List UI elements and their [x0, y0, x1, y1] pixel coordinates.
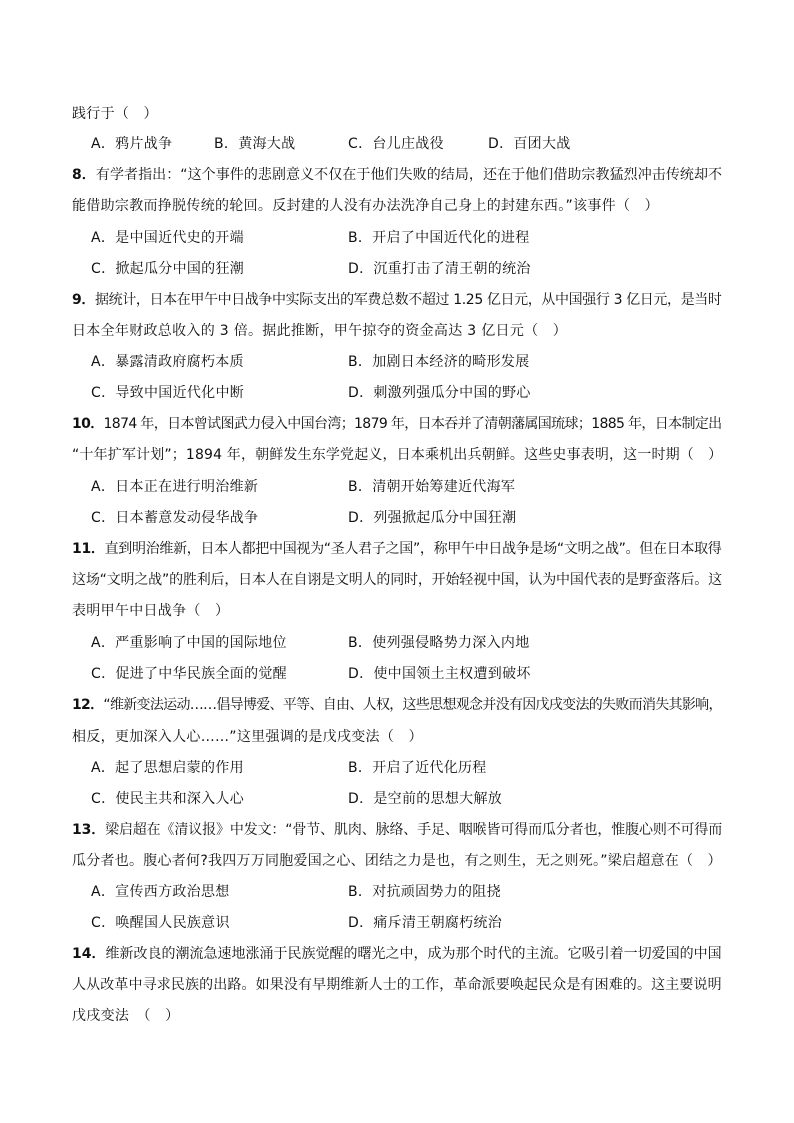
- question-number: 14．: [72, 946, 106, 962]
- q7-option-a: A．鸦片战争: [91, 136, 173, 152]
- q9-option-b: B．加剧日本经济的畸形发展: [348, 354, 530, 370]
- question-number: 10．: [72, 416, 104, 432]
- question-9-stem: [72, 290, 722, 310]
- q12-option-a: A．起了思想启蒙的作用: [91, 760, 244, 776]
- q13-option-d: D．痛斥清王朝腐朽统治: [348, 915, 503, 931]
- q9-option-c: C．导致中国近代化中断: [91, 385, 245, 401]
- question-number: 13．: [72, 822, 106, 838]
- question-number: 12．: [72, 697, 104, 713]
- stem-line: 直到明治维新，日本人都把中国视为“圣人君子之国”，称甲午中日战争是场“文明之战”。但在日本取得: [104, 541, 722, 557]
- stem-line: 这场“文明之战”的胜利后，日本人在自诩是文明人的同时，开始轻视中国，认为中国代表的是野蛮落后。这: [72, 572, 722, 588]
- stem-line: 维新改良的潮流急速地涨涌于民族觉醒的曙光之中，成为那个时代的主流。它吸引着一切爱国的中国: [105, 946, 722, 962]
- stem-line: 相反，更加深入人心……”这里强调的是戊戌变法（ ）: [72, 729, 423, 745]
- question-12-stem: [72, 695, 722, 715]
- stem-line: 能借助宗教而挣脱传统的轮回。反封建的人没有办法洗净自己身上的封建东西。”该事件（ ）: [72, 198, 659, 214]
- stem-line: 人从改革中寻求民族的出路。如果没有早期维新人士的工作，革命派要唤起民众是有困难的。这主要说明: [72, 977, 722, 993]
- question-number: 11．: [72, 541, 105, 557]
- q10-option-b: B．清朝开始筹建近代海军: [348, 479, 516, 495]
- q11-option-c: C．促进了中华民族全面的觉醒: [91, 666, 287, 682]
- q11-option-d: D．使中国领土主权遭到破坏: [348, 666, 531, 682]
- question-11-stem: [72, 539, 722, 559]
- q10-option-a: A．日本正在进行明治维新: [91, 479, 259, 495]
- stem-line: 瓜分者也。腹心者何?我四万万同胞爱国之心、团结之力是也，有之则生，无之则死。”梁启超意在（ ）: [72, 853, 722, 869]
- stem-line: 戊戌变法 （ ）: [72, 1008, 180, 1024]
- stem-line: 梁启超在《清议报》中发文：“骨节、肌肉、脉络、手足、咽喉皆可得而瓜分者也，惟腹心则不可得而: [105, 822, 723, 838]
- q11-option-b: B．使列强侵略势力深入内地: [348, 635, 530, 651]
- stem-line: 1874 年，日本曾试图武力侵入中国台湾；1879 年，日本吞并了清朝藩属国琉球；1885 年，日本制定出: [103, 416, 722, 432]
- stem-line: “十年扩军计划”；1894 年，朝鲜发生东学党起义，日本乘机出兵朝鲜。这些史事表明，这一时期（ ）: [72, 447, 723, 463]
- q7-option-d: D．百团大战: [488, 136, 571, 152]
- q9-option-a: A．暴露清政府腐朽本质: [91, 354, 244, 370]
- q7-option-c: C．台儿庄战役: [348, 136, 444, 152]
- question-8-stem: [72, 165, 722, 185]
- stem-line: 日本全年财政总收入的 3 倍。据此推断，甲午掠夺的资金高达 3 亿日元（ ）: [72, 323, 568, 339]
- q8-option-a: A．是中国近代史的开端: [91, 230, 244, 246]
- q7-option-b: B．黄海大战: [214, 136, 296, 152]
- q12-option-d: D．是空前的思想大解放: [348, 791, 503, 807]
- stem-line: 有学者指出：“这个事件的悲剧意义不仅在于他们失败的结局，还在于他们借助宗教猛烈冲击传统却不: [95, 167, 723, 183]
- q13-option-a: A．宣传西方政治思想: [91, 884, 230, 900]
- q10-option-c: C．日本蓄意发动侵华战争: [91, 510, 259, 526]
- question-14-stem: [72, 944, 722, 964]
- q13-option-c: C．唤醒国人民族意识: [91, 915, 230, 931]
- q8-option-d: D．沉重打击了清王朝的统治: [348, 261, 531, 277]
- q12-option-b: B．开启了近代化历程: [348, 760, 487, 776]
- question-10-stem: [72, 414, 722, 434]
- q8-option-b: B．开启了中国近代化的进程: [348, 230, 530, 246]
- q13-option-b: B．对抗顽固势力的阻挠: [348, 884, 501, 900]
- question-7-stem-end: 践行于（ ）: [72, 106, 158, 122]
- q12-option-c: C．使民主共和深入人心: [91, 791, 245, 807]
- q8-option-c: C．掀起瓜分中国的狂潮: [91, 261, 245, 277]
- stem-line: “维新变法运动……倡导博爱、平等、自由、人权，这些思想观念并没有因戊戌变法的失败而消失其影响，: [103, 697, 722, 713]
- q9-option-d: D．刺激列强瓜分中国的野心: [348, 385, 531, 401]
- stem-line: 表明甲午中日战争（ ）: [72, 603, 230, 619]
- question-number: 8．: [72, 167, 96, 183]
- q11-option-a: A．严重影响了中国的国际地位: [91, 635, 287, 651]
- question-13-stem: [72, 820, 722, 840]
- question-number: 9．: [72, 292, 95, 308]
- stem-line: 据统计，日本在甲午中日战争中实际支出的军费总数不超过 1.25 亿日元，从中国强行 3 亿日元，是当时: [94, 292, 722, 308]
- q10-option-d: D．列强掀起瓜分中国狂潮: [348, 510, 517, 526]
